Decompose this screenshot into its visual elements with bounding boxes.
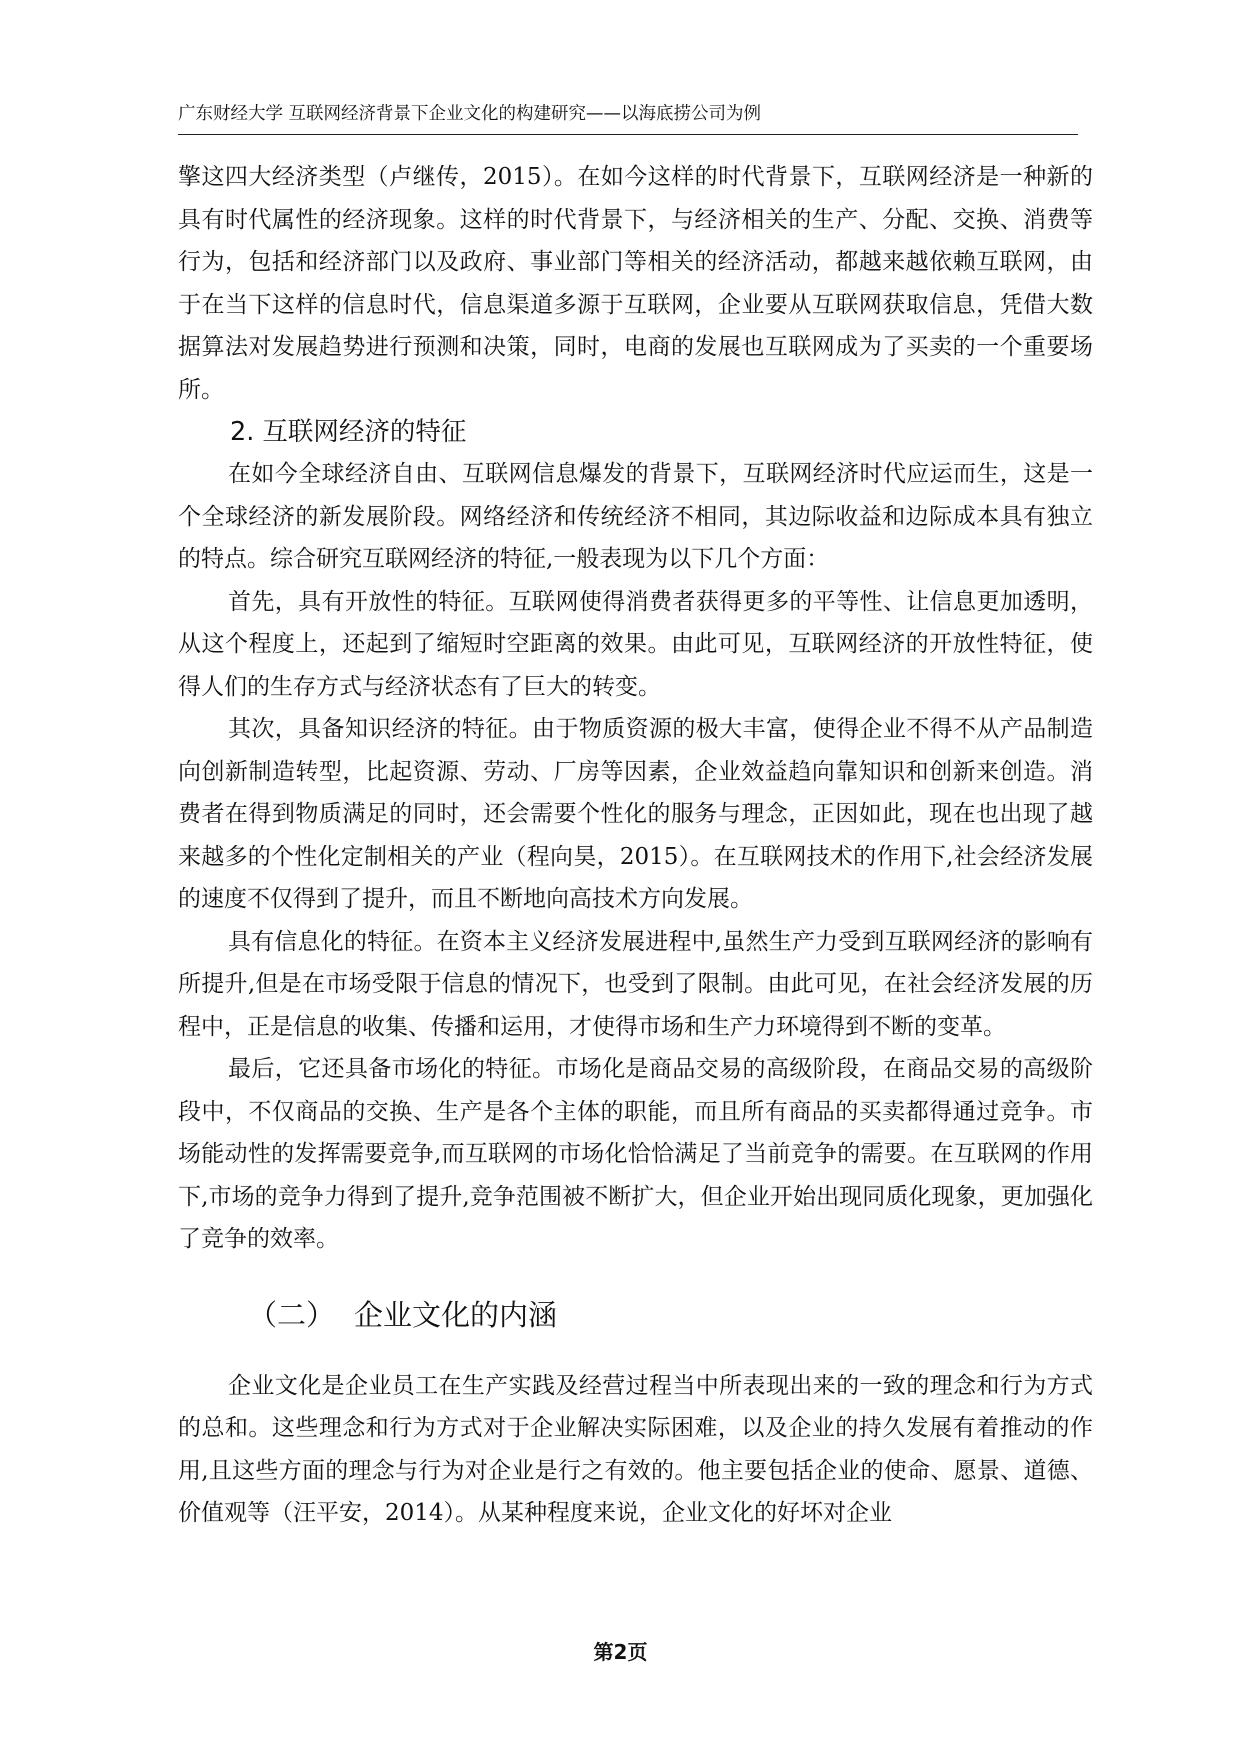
subsection-heading: 2. 互联网经济的特征 [230,417,467,447]
body-paragraph: 其次，具备知识经济的特征。由于物质资源的极大丰富，使得企业不得不从产品制造向创新制造转型，比起资源、劳动、厂房等因素，企业效益趋向靠知识和创新来创造。消费者在得到物质满足的同时，还会需要个性化的服务与理念，正因如此，现在也出现了越来越多的个性化定制相关的产业（程向昊，2015）。在互联网技术的作用下,社会经济发展的速度不仅得到了提升，而且不断地向高技术方向发展。 [178,716,1093,912]
header-text: 广东财经大学 互联网经济背景下企业文化的构建研究——以海底捞公司为例 [178,104,762,124]
page-number-label: 第2页 [593,1640,648,1664]
body-paragraph: 具有信息化的特征。在资本主义经济发展进程中,虽然生产力受到互联网经济的影响有所提升,但是在市场受限于信息的情况下，也受到了限制。由此可见，在社会经济发展的历程中，正是信息的收集、传播和运用，才使得市场和生产力环境得到不断的变革。 [178,928,1093,1040]
section-number: （二） [248,1297,336,1332]
body-paragraph: 首先，具有开放性的特征。互联网使得消费者获得更多的平等性、让信息更加透明，从这个程度上，还起到了缩短时空距离的效果。由此可见，互联网经济的开放性特征，使得人们的生存方式与经济状态有了巨大的转变。 [178,588,1093,700]
body-paragraph: 企业文化是企业员工在生产实践及经营过程当中所表现出来的一致的理念和行为方式的总和。这些理念和行为方式对于企业解决实际困难，以及企业的持久发展有着推动的作用,且这些方面的理念与行为对企业是行之有效的。他主要包括企业的使命、愿景、道德、价值观等（汪平安，2014）。从某种程度来说，企业文化的好坏对企业 [178,1372,1093,1526]
document-body [178,156,1093,1535]
body-paragraph: 最后，它还具备市场化的特征。市场化是商品交易的高级阶段，在商品交易的高级阶段中，不仅商品的交换、生产是各个主体的职能，而且所有商品的买卖都得通过竞争。市场能动性的发挥需要竞争,而互联网的市场化恰恰满足了当前竞争的需要。在互联网的作用下,市场的竞争力得到了提升,竞争范围被不断扩大，但企业开始出现同质化现象，更加强化了竞争的效率。 [178,1056,1093,1252]
page-number [0,1638,1241,1666]
body-paragraph: 擎这四大经济类型（卢继传，2015）。在如今这样的时代背景下，互联网经济是一种新的具有时代属性的经济现象。这样的时代背景下，与经济相关的生产、分配、交换、消费等行为，包括和经济部门以及政府、事业部门等相关的经济活动，都越来越依赖互联网，由于在当下这样的信息时代，信息渠道多源于互联网，企业要从互联网获取信息，凭借大数据算法对发展趋势进行预测和决策，同时，电商的发展也互联网成为了买卖的一个重要场所。 [178,164,1093,403]
section-heading [178,1261,1093,1365]
section-title: 企业文化的内涵 [354,1297,558,1332]
page-header [178,100,1078,135]
body-paragraph: 在如今全球经济自由、互联网信息爆发的背景下，互联网经济时代应运而生，这是一个全球经济的新发展阶段。网络经济和传统经济不相同，其边际收益和边际成本具有独立的特点。综合研究互联网经济的特征,一般表现为以下几个方面： [178,461,1093,572]
